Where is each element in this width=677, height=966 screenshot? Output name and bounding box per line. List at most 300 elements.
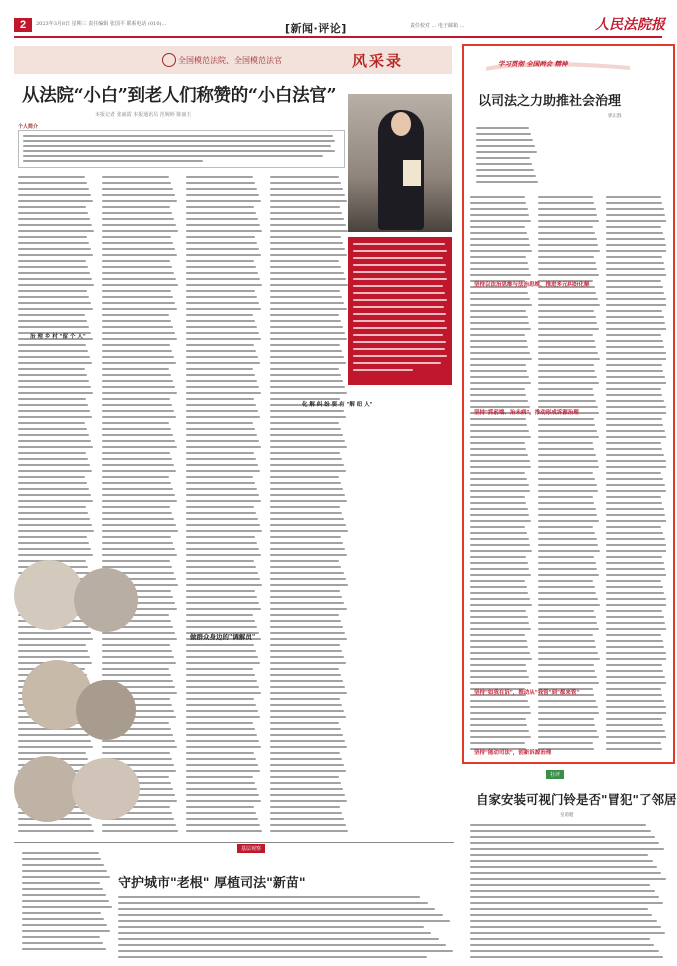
text-line bbox=[538, 382, 599, 384]
text-line bbox=[186, 272, 258, 274]
text-line bbox=[470, 712, 531, 714]
text-line bbox=[538, 682, 599, 684]
text-line bbox=[470, 610, 526, 612]
text-line bbox=[270, 758, 342, 760]
text-line bbox=[476, 175, 536, 177]
text-line bbox=[538, 706, 598, 708]
text-line bbox=[102, 434, 173, 436]
text-line bbox=[270, 272, 344, 274]
text-line bbox=[102, 410, 174, 412]
text-line bbox=[270, 674, 341, 676]
text-line bbox=[102, 176, 169, 178]
text-line bbox=[270, 230, 348, 232]
text-line bbox=[270, 386, 345, 388]
portrait-book bbox=[403, 160, 421, 186]
text-line bbox=[470, 382, 531, 384]
right-column-3 bbox=[606, 196, 666, 756]
text-line bbox=[186, 332, 259, 334]
text-line bbox=[22, 906, 112, 908]
text-line bbox=[22, 858, 101, 860]
text-line bbox=[538, 340, 595, 342]
text-line bbox=[470, 914, 652, 916]
text-line bbox=[102, 374, 171, 376]
text-line bbox=[102, 332, 175, 334]
text-line bbox=[606, 232, 663, 234]
text-line bbox=[538, 238, 597, 240]
text-line bbox=[186, 464, 258, 466]
text-line bbox=[538, 256, 594, 258]
text-line bbox=[470, 232, 527, 234]
text-line bbox=[606, 658, 666, 660]
text-line bbox=[270, 536, 341, 538]
text-line bbox=[18, 530, 94, 532]
text-line bbox=[606, 358, 666, 360]
text-line bbox=[606, 382, 666, 384]
right-subhead-3: 坚持"如我在诉"，推动从"我管"到"都来管" bbox=[474, 690, 580, 696]
text-line bbox=[606, 610, 662, 612]
text-line bbox=[270, 722, 339, 724]
page-number: 2 bbox=[14, 18, 32, 32]
text-line bbox=[186, 590, 255, 592]
text-line bbox=[270, 422, 339, 424]
text-line bbox=[606, 514, 665, 516]
text-line bbox=[102, 272, 174, 274]
text-line bbox=[606, 748, 662, 750]
text-line bbox=[470, 718, 526, 720]
text-line bbox=[606, 646, 664, 648]
text-line bbox=[102, 488, 173, 490]
text-line bbox=[470, 208, 528, 210]
text-line bbox=[22, 924, 107, 926]
text-line bbox=[22, 912, 101, 914]
text-line bbox=[606, 652, 666, 654]
text-line bbox=[470, 298, 530, 300]
text-line bbox=[102, 428, 171, 430]
text-line bbox=[186, 416, 260, 418]
text-line bbox=[102, 362, 176, 364]
text-line bbox=[270, 548, 345, 550]
text-line bbox=[538, 544, 598, 546]
text-line bbox=[186, 440, 259, 442]
text-line bbox=[470, 634, 525, 636]
text-line bbox=[18, 830, 94, 832]
text-line bbox=[606, 304, 666, 306]
text-line bbox=[22, 942, 103, 944]
text-line bbox=[102, 536, 171, 538]
text-line bbox=[102, 224, 176, 226]
text-line bbox=[470, 520, 531, 522]
text-line bbox=[270, 326, 343, 328]
text-line bbox=[538, 532, 595, 534]
text-line bbox=[102, 296, 173, 298]
text-line bbox=[470, 646, 528, 648]
text-line bbox=[270, 476, 339, 478]
text-line bbox=[18, 314, 85, 316]
text-line bbox=[270, 530, 348, 532]
text-line bbox=[18, 470, 92, 472]
text-line bbox=[102, 194, 175, 196]
text-line bbox=[102, 476, 169, 478]
text-line bbox=[186, 200, 261, 202]
text-line bbox=[186, 278, 260, 280]
text-line bbox=[270, 740, 345, 742]
text-line bbox=[470, 334, 525, 336]
text-line bbox=[18, 542, 89, 544]
bottom-right-body bbox=[470, 824, 666, 960]
text-line bbox=[606, 424, 663, 426]
text-line bbox=[606, 340, 663, 342]
text-line bbox=[270, 392, 347, 394]
text-line bbox=[470, 836, 655, 838]
text-line bbox=[270, 482, 341, 484]
text-line bbox=[470, 268, 529, 270]
text-line bbox=[538, 538, 597, 540]
text-line bbox=[470, 860, 653, 862]
text-line bbox=[606, 490, 666, 492]
text-line bbox=[606, 388, 661, 390]
text-line bbox=[270, 428, 341, 430]
text-line bbox=[470, 394, 526, 396]
text-line bbox=[270, 560, 339, 562]
text-line bbox=[270, 800, 347, 802]
text-line bbox=[606, 508, 664, 510]
text-line bbox=[270, 314, 339, 316]
text-line bbox=[270, 614, 339, 616]
text-line bbox=[606, 736, 666, 738]
text-line bbox=[22, 936, 100, 938]
text-line bbox=[606, 322, 665, 324]
text-line bbox=[186, 800, 261, 802]
text-line bbox=[606, 214, 665, 216]
profile-box bbox=[18, 130, 345, 168]
text-line bbox=[270, 260, 339, 262]
bottom-right-headline[interactable]: 自家安装可视门铃是否"冒犯"了邻居 bbox=[476, 792, 677, 807]
body-column-4 bbox=[270, 176, 348, 836]
text-line bbox=[270, 380, 343, 382]
text-line bbox=[18, 458, 88, 460]
text-line bbox=[186, 242, 257, 244]
text-line bbox=[186, 326, 257, 328]
text-line bbox=[270, 644, 340, 646]
text-line bbox=[606, 292, 664, 294]
text-line bbox=[18, 182, 87, 184]
text-line bbox=[538, 460, 598, 462]
text-line bbox=[270, 554, 347, 556]
text-line bbox=[22, 930, 110, 932]
collage-photo-6 bbox=[72, 758, 140, 820]
text-line bbox=[102, 398, 170, 400]
text-line bbox=[470, 418, 526, 420]
text-line bbox=[470, 670, 527, 672]
text-line bbox=[102, 314, 169, 316]
text-line bbox=[270, 668, 339, 670]
main-subhead-2: 化 解 纠 纷 要 有 "解 纽 人" bbox=[302, 402, 373, 408]
text-line bbox=[270, 368, 339, 370]
text-line bbox=[102, 230, 178, 232]
text-line bbox=[270, 434, 343, 436]
text-line bbox=[22, 882, 100, 884]
text-line bbox=[538, 232, 595, 234]
text-line bbox=[606, 334, 661, 336]
text-line bbox=[470, 664, 526, 666]
text-line bbox=[18, 260, 86, 262]
text-line bbox=[270, 188, 343, 190]
masthead-logo: 人民法院报 bbox=[595, 17, 665, 33]
text-line bbox=[606, 316, 664, 318]
text-line bbox=[538, 604, 600, 606]
text-line bbox=[186, 386, 259, 388]
text-line bbox=[18, 452, 86, 454]
text-line bbox=[18, 512, 88, 514]
text-line bbox=[18, 494, 91, 496]
text-line bbox=[270, 350, 342, 352]
text-line bbox=[538, 208, 596, 210]
text-line bbox=[270, 788, 343, 790]
text-line bbox=[18, 536, 87, 538]
text-line bbox=[102, 344, 170, 346]
text-line bbox=[186, 422, 253, 424]
text-line bbox=[186, 380, 257, 382]
text-line bbox=[470, 214, 529, 216]
text-line bbox=[470, 478, 527, 480]
text-line bbox=[538, 478, 595, 480]
text-line bbox=[470, 202, 526, 204]
text-line bbox=[470, 742, 525, 744]
text-line bbox=[270, 362, 346, 364]
text-line bbox=[606, 526, 661, 528]
text-line bbox=[270, 254, 347, 256]
text-line bbox=[186, 698, 254, 700]
text-line bbox=[538, 268, 597, 270]
text-line bbox=[470, 706, 530, 708]
text-line bbox=[270, 794, 345, 796]
mid-quote-title: 做群众身边的"调解员" bbox=[190, 633, 256, 641]
main-headline[interactable]: 从法院“小白”到老人们称赞的“小白法官” bbox=[22, 86, 337, 106]
text-line bbox=[186, 302, 259, 304]
text-line bbox=[270, 566, 341, 568]
text-line bbox=[18, 188, 89, 190]
text-line bbox=[186, 746, 261, 748]
text-line bbox=[270, 338, 347, 340]
text-line bbox=[186, 206, 254, 208]
text-line bbox=[18, 206, 86, 208]
text-line bbox=[186, 428, 255, 430]
text-line bbox=[606, 712, 666, 714]
text-line bbox=[186, 266, 256, 268]
text-line bbox=[270, 704, 342, 706]
text-line bbox=[538, 250, 600, 252]
text-line bbox=[18, 308, 93, 310]
text-line bbox=[470, 640, 527, 642]
text-line bbox=[186, 356, 258, 358]
text-line bbox=[538, 370, 595, 372]
text-line bbox=[102, 470, 176, 472]
text-line bbox=[270, 764, 344, 766]
profile-text bbox=[23, 135, 339, 163]
right-subhead-1: 坚持以法治思维与法治思维，推进多元纠纷化解 bbox=[474, 282, 590, 288]
text-line bbox=[102, 308, 177, 310]
text-line bbox=[470, 400, 528, 402]
text-line bbox=[270, 650, 342, 652]
text-line bbox=[102, 452, 170, 454]
text-line bbox=[470, 628, 531, 630]
text-line bbox=[470, 454, 528, 456]
text-line bbox=[18, 422, 85, 424]
text-line bbox=[470, 926, 661, 928]
text-line bbox=[186, 296, 257, 298]
text-line bbox=[186, 824, 260, 826]
text-line bbox=[186, 260, 254, 262]
text-line bbox=[186, 218, 258, 220]
text-line bbox=[102, 464, 174, 466]
text-line bbox=[606, 274, 666, 276]
text-line bbox=[102, 302, 175, 304]
text-line bbox=[270, 686, 345, 688]
text-line bbox=[606, 676, 665, 678]
text-line bbox=[186, 176, 253, 178]
text-line bbox=[270, 734, 343, 736]
text-line bbox=[470, 352, 530, 354]
text-line bbox=[538, 658, 600, 660]
text-line bbox=[538, 442, 593, 444]
text-line bbox=[186, 518, 258, 520]
text-line bbox=[538, 520, 599, 522]
text-line bbox=[186, 740, 259, 742]
text-line bbox=[270, 716, 346, 718]
text-line bbox=[270, 302, 344, 304]
text-line bbox=[470, 556, 526, 558]
text-line bbox=[476, 169, 534, 171]
text-line bbox=[186, 446, 261, 448]
text-line bbox=[538, 358, 600, 360]
text-line bbox=[538, 388, 593, 390]
bottom-left-headline[interactable]: 守护城市"老根" 厚植司法"新苗" bbox=[118, 876, 306, 891]
text-line bbox=[186, 308, 261, 310]
text-line bbox=[186, 458, 256, 460]
text-line bbox=[476, 157, 530, 159]
text-line bbox=[186, 752, 254, 754]
body-column-3 bbox=[186, 176, 262, 836]
text-line bbox=[102, 182, 171, 184]
text-line bbox=[470, 538, 529, 540]
text-line bbox=[186, 290, 255, 292]
text-line bbox=[538, 718, 594, 720]
text-line bbox=[470, 472, 525, 474]
text-line bbox=[538, 196, 593, 198]
text-line bbox=[470, 196, 525, 198]
text-line bbox=[18, 176, 85, 178]
text-line bbox=[606, 538, 665, 540]
text-line bbox=[186, 398, 254, 400]
text-line bbox=[470, 346, 528, 348]
text-line bbox=[186, 608, 261, 610]
text-line bbox=[538, 742, 593, 744]
text-line bbox=[270, 296, 342, 298]
text-line bbox=[18, 410, 90, 412]
text-line bbox=[470, 436, 531, 438]
text-line bbox=[606, 310, 662, 312]
text-line bbox=[470, 592, 528, 594]
text-line bbox=[538, 334, 593, 336]
right-subhead-4: 坚持"能动司法"，创新诉源治理 bbox=[474, 750, 552, 756]
text-line bbox=[186, 410, 258, 412]
text-line bbox=[606, 544, 666, 546]
page-header bbox=[0, 0, 677, 34]
text-line bbox=[18, 464, 90, 466]
text-line bbox=[102, 482, 171, 484]
text-line bbox=[186, 776, 253, 778]
right-headline[interactable]: 以司法之力助推社会治理 bbox=[478, 94, 622, 109]
header-meta: 2023年3月8日 星期三 责任编辑 张国平 联系电话 (010)... bbox=[36, 21, 167, 27]
text-line bbox=[186, 692, 261, 694]
text-line bbox=[538, 226, 593, 228]
text-line bbox=[538, 514, 597, 516]
text-line bbox=[270, 596, 342, 598]
text-line bbox=[606, 466, 666, 468]
text-line bbox=[186, 794, 259, 796]
text-line bbox=[606, 496, 661, 498]
text-line bbox=[270, 620, 341, 622]
text-line bbox=[606, 250, 666, 252]
text-line bbox=[186, 494, 259, 496]
text-line bbox=[102, 554, 177, 556]
text-line bbox=[538, 400, 596, 402]
banner-title: 全国模范法院、全国模范法官 bbox=[178, 56, 282, 65]
text-line bbox=[538, 364, 594, 366]
text-line bbox=[538, 502, 594, 504]
text-line bbox=[186, 194, 259, 196]
text-line bbox=[270, 806, 340, 808]
text-line bbox=[538, 292, 596, 294]
text-line bbox=[470, 220, 531, 222]
text-line bbox=[22, 864, 104, 866]
text-line bbox=[270, 776, 339, 778]
text-line bbox=[186, 728, 255, 730]
text-line bbox=[186, 758, 256, 760]
text-line bbox=[606, 724, 663, 726]
text-line bbox=[606, 634, 661, 636]
text-line bbox=[538, 676, 597, 678]
text-line bbox=[118, 896, 420, 898]
text-line bbox=[270, 374, 341, 376]
text-line bbox=[186, 764, 258, 766]
text-line bbox=[270, 824, 346, 826]
text-line bbox=[102, 500, 177, 502]
text-line bbox=[606, 550, 666, 552]
text-line bbox=[118, 944, 446, 946]
text-line bbox=[538, 670, 595, 672]
text-line bbox=[102, 458, 172, 460]
text-line bbox=[470, 364, 526, 366]
text-line bbox=[470, 562, 528, 564]
text-line bbox=[102, 404, 172, 406]
text-line bbox=[18, 224, 92, 226]
text-line bbox=[186, 806, 254, 808]
text-line bbox=[186, 668, 253, 670]
text-line bbox=[118, 920, 450, 922]
text-line bbox=[186, 788, 257, 790]
header-right-meta: 责任校对 ... 电子邮箱 ... bbox=[410, 23, 465, 29]
text-line bbox=[270, 710, 344, 712]
text-line bbox=[186, 224, 260, 226]
text-line bbox=[606, 220, 666, 222]
bottom-left-note bbox=[22, 852, 112, 952]
text-line bbox=[102, 242, 173, 244]
text-line bbox=[186, 350, 256, 352]
text-line bbox=[102, 368, 169, 370]
text-line bbox=[270, 458, 342, 460]
text-line bbox=[18, 290, 87, 292]
